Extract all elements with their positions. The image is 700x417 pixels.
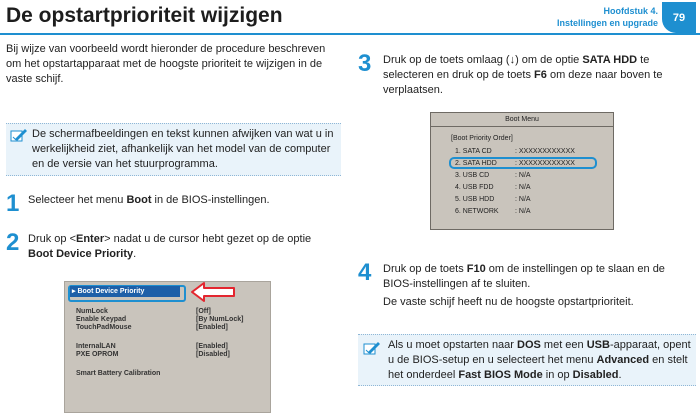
note-text: De schermafbeeldingen en tekst kunnen afwijken van wat u in werkelijkheid ziet, afhankelijk van het model van de computer en de versie van het stuurprogramma. xyxy=(32,128,334,170)
boot-item-label: 1. SATA CD xyxy=(455,148,492,155)
bios-row-label: NumLock xyxy=(76,308,108,315)
boot-item-label: 4. USB FDD xyxy=(455,184,494,191)
note-bold: Disabled xyxy=(572,369,619,381)
step-bold: Boot xyxy=(126,194,152,206)
boot-item-value: : XXXXXXXXXXXX xyxy=(515,160,575,167)
boot-menu-title: Boot Menu xyxy=(431,113,613,127)
note-bold: Advanced xyxy=(596,354,650,366)
boot-order-label: [Boot Priority Order] xyxy=(451,135,513,142)
step-3-text xyxy=(383,53,693,98)
note-text-part: -apparaat, opent u de BIOS-setup en u selecteert het menu xyxy=(388,339,691,366)
boot-menu-screenshot xyxy=(430,112,614,230)
note-text-part: . xyxy=(618,369,622,381)
note-box xyxy=(6,123,341,176)
step-text-part: te selecteren en druk op de toets xyxy=(383,54,650,81)
note-pencil-icon xyxy=(363,341,381,357)
page-number-badge: 79 xyxy=(662,2,696,33)
chapter-label: Hoofdstuk 4. xyxy=(603,6,658,16)
step-1-text xyxy=(28,193,338,208)
note-bold: DOS xyxy=(517,339,541,351)
bios-row-value: [Disabled] xyxy=(196,351,230,358)
boot-item-value: : N/A xyxy=(515,184,531,191)
step-text-part: > nadat u de cursor hebt gezet op de optie xyxy=(104,233,312,245)
bios-row-value: [By NumLock] xyxy=(196,316,244,323)
note-box xyxy=(358,334,696,386)
step-4-result: De vaste schijf heeft nu de hoogste opstartprioriteit. xyxy=(383,296,634,308)
bios-row-value: [Off] xyxy=(196,308,211,315)
step-text-part: . xyxy=(133,248,137,260)
intro-paragraph: Bij wijze van voorbeeld wordt hieronder de procedure beschreven om het opstartapparaat met de hoogste prioriteit te wijzigen in de vaste schijf. xyxy=(6,43,326,85)
boot-item-label: 5. USB HDD xyxy=(455,196,495,203)
step-text-part: Druk op < xyxy=(28,233,76,245)
note-pencil-icon xyxy=(10,128,28,144)
step-bold: SATA HDD xyxy=(582,54,638,66)
boot-item-value: : N/A xyxy=(515,208,531,215)
section-label: Instellingen en upgrade xyxy=(556,18,658,28)
note-bold: USB xyxy=(586,339,610,351)
bios-row-label: PXE OPROM xyxy=(76,351,119,358)
step-4-text xyxy=(383,262,693,292)
header-rule xyxy=(0,33,700,35)
boot-item-value: : N/A xyxy=(515,172,531,179)
step-text-part: in de BIOS-instellingen. xyxy=(151,194,270,206)
step-number: 1 xyxy=(6,190,20,217)
step-text-part: om deze naar boven te verplaatsen. xyxy=(383,69,663,96)
bios-row-label: TouchPadMouse xyxy=(76,324,132,331)
step-number: 4 xyxy=(358,259,372,286)
bios-screenshot xyxy=(64,281,271,413)
bios-row-value: [Enabled] xyxy=(196,324,228,331)
step-text-part: Druk op de toets omlaag (↓) om de optie xyxy=(383,54,583,66)
boot-item-label: 2. SATA HDD xyxy=(455,160,497,167)
red-arrow-icon xyxy=(190,281,238,303)
bios-row-value: [Enabled] xyxy=(196,343,228,350)
boot-item-value: : XXXXXXXXXXXX xyxy=(515,148,575,155)
page-title: De opstartprioriteit wijzigen xyxy=(6,4,283,27)
step-bold: Enter xyxy=(76,233,105,245)
note-text-part: met een xyxy=(540,339,587,351)
step-text-part: Selecteer het menu xyxy=(28,194,127,206)
bios-selected-item: ▸ Boot Device Priority xyxy=(70,286,180,297)
chapter-header xyxy=(557,5,658,29)
note-bold: Fast BIOS Mode xyxy=(458,369,543,381)
boot-item-label: 3. USB CD xyxy=(455,172,490,179)
note-text-part: Als u moet opstarten naar xyxy=(388,339,518,351)
note-text-part: en stelt het onderdeel xyxy=(388,354,688,381)
boot-item-label: 6. NETWORK xyxy=(455,208,499,215)
boot-item-value: : N/A xyxy=(515,196,531,203)
bios-row-label: InternalLAN xyxy=(76,343,116,350)
bios-row-label: Smart Battery Calibration xyxy=(76,370,161,377)
note-text xyxy=(388,338,692,383)
step-number: 2 xyxy=(6,229,20,256)
step-2-text xyxy=(28,232,338,262)
step-number: 3 xyxy=(358,50,372,77)
step-bold: Boot Device Priority xyxy=(28,248,134,260)
step-bold: F10 xyxy=(466,263,486,275)
bios-row-label: Enable Keypad xyxy=(76,316,127,323)
step-bold: F6 xyxy=(534,69,547,81)
step-text-part: Druk op de toets xyxy=(383,263,467,275)
note-text-part: in op xyxy=(542,369,573,381)
step-text-part: om de instellingen op te slaan en de BIOS-instellingen af te sluiten. xyxy=(383,263,665,290)
